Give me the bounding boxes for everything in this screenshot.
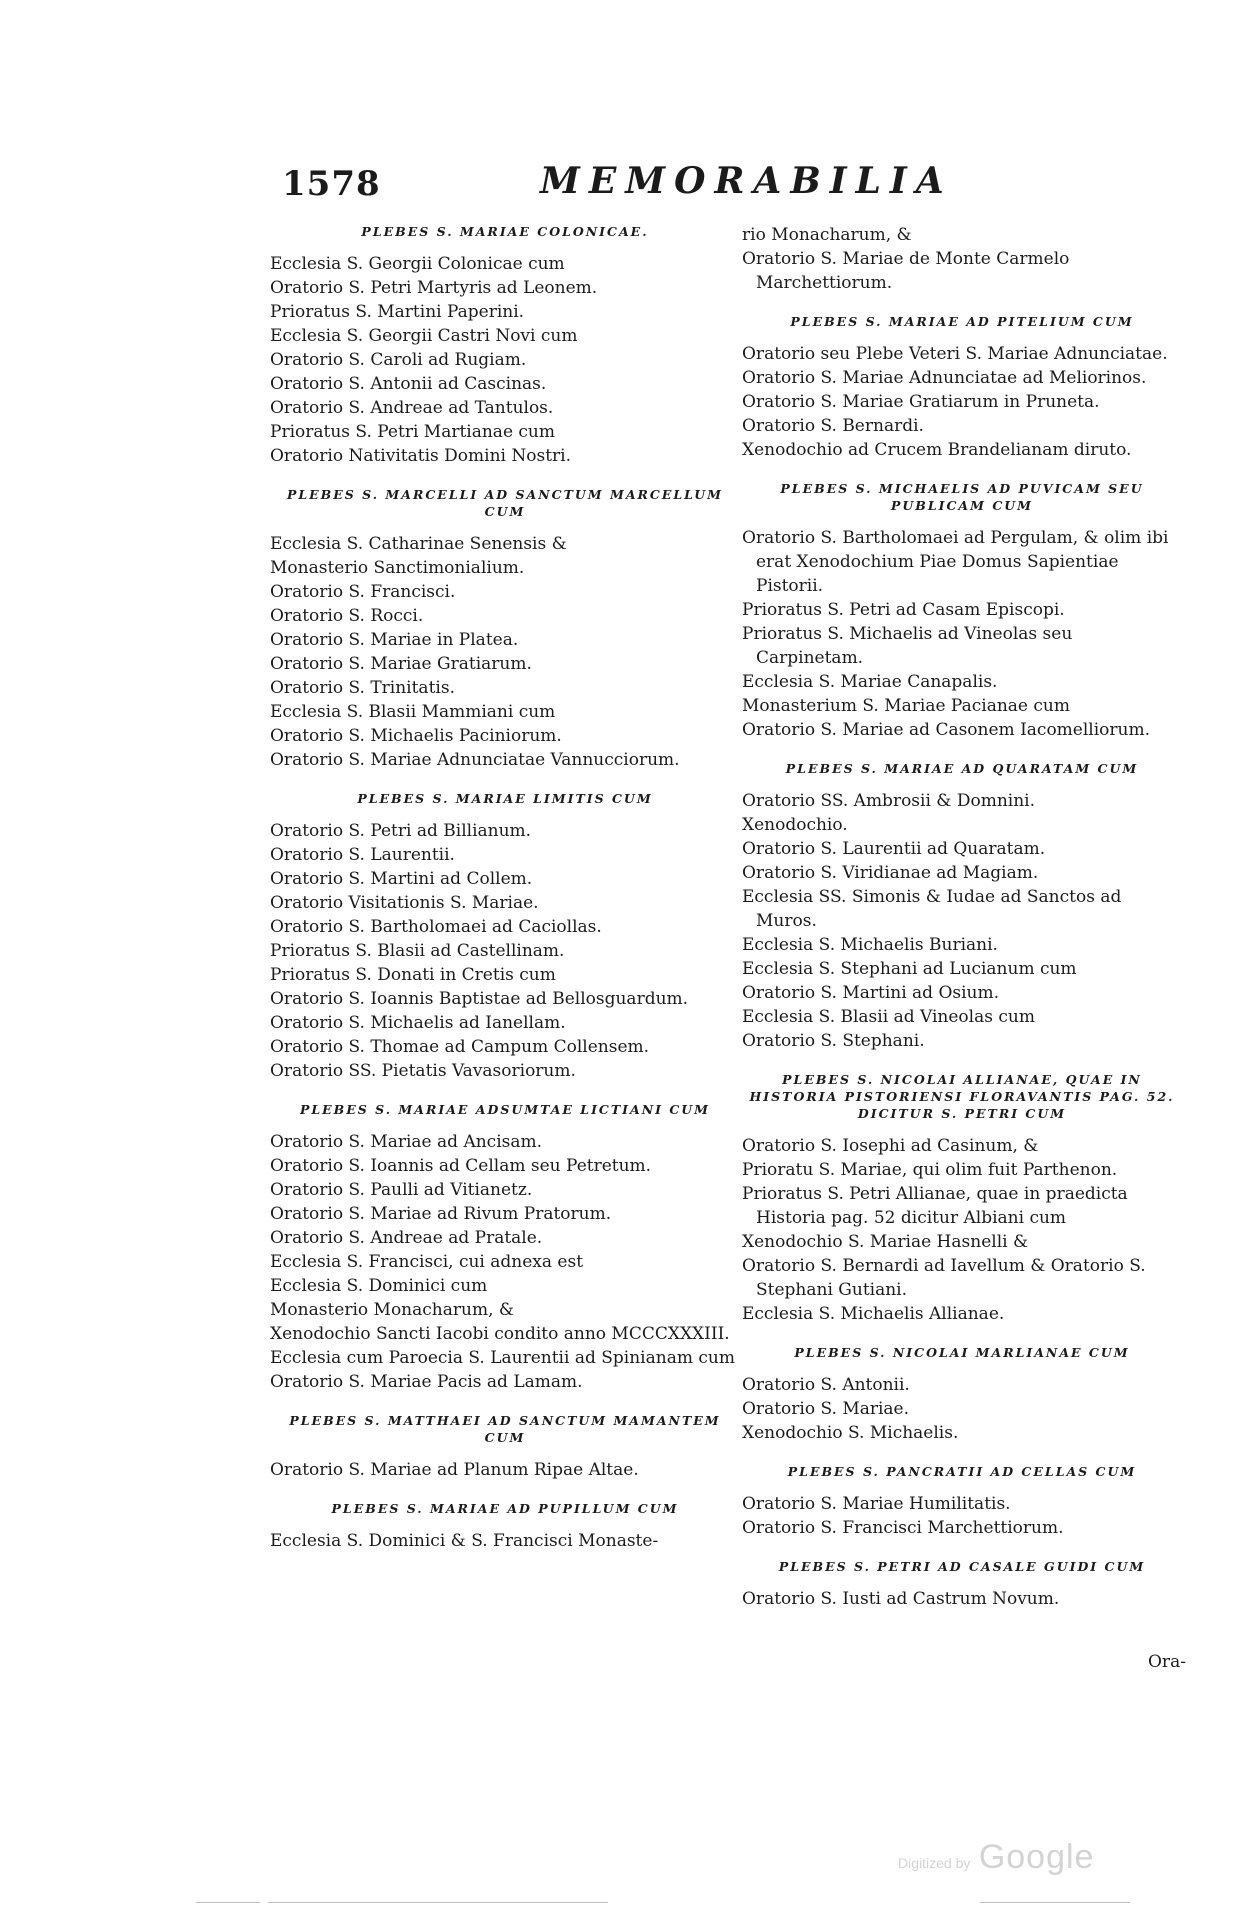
entry-line: Oratorio S. Martini ad Osium. (742, 983, 1000, 1003)
entry-line: Ecclesia SS. Simonis & Iudae ad Sanctos ad Muros. (742, 887, 1122, 931)
entry-line: Oratorio S. Mariae Pacis ad Lamam. (270, 1372, 583, 1392)
entry-line: Oratorio S. Mariae ad Ancisam. (270, 1132, 543, 1152)
watermark-small-text: Digitized by (898, 1855, 971, 1871)
section-heading: PLEBES S. MARIAE AD PITELIUM CUM (790, 314, 1134, 329)
entry-line: Ecclesia S. Mariae Canapalis. (742, 672, 998, 692)
section-heading: PLEBES S. PANCRATII AD CELLAS CUM (787, 1464, 1137, 1479)
entry-line: Oratorio S. Paulli ad Vitianetz. (270, 1180, 533, 1200)
catchword: Ora- (1148, 1652, 1186, 1672)
entry-line: Oratorio S. Bernardi ad Iavellum & Oratorio S. Stephani Gutiani. (742, 1256, 1146, 1300)
section-heading: PLEBES S. MARIAE AD PUPILLUM CUM (331, 1501, 679, 1516)
entry-line: Ecclesia cum Paroecia S. Laurentii ad Spinianam cum (270, 1348, 735, 1368)
entry-line: Monasterio Monacharum, & (270, 1300, 515, 1320)
entry-line: Ecclesia S. Blasii ad Vineolas cum (742, 1007, 1035, 1027)
section-heading: PLEBES S. MARIAE LIMITIS CUM (357, 791, 653, 806)
section-heading: PLEBES S. MARCELLI AD SANCTUM MARCELLUM CUM (286, 487, 724, 519)
entry-line: Xenodochio S. Mariae Hasnelli & (742, 1232, 1029, 1252)
entry-line: Oratorio S. Mariae ad Rivum Pratorum. (270, 1204, 612, 1224)
entry-line: Oratorio S. Mariae Adnunciatae Vannucciorum. (270, 750, 680, 770)
entry-line: Oratorio S. Mariae Gratiarum in Pruneta. (742, 392, 1100, 412)
entry-line: Oratorio S. Andreae ad Tantulos. (270, 398, 554, 418)
entry-line: Oratorio S. Mariae ad Casonem Iacomelliorum. (742, 720, 1151, 740)
watermark-google-text: Google (978, 1838, 1095, 1876)
entry-line: Oratorio SS. Pietatis Vavasoriorum. (270, 1061, 576, 1081)
entry-line: Oratorio S. Laurentii. (270, 845, 455, 865)
entry-line: Oratorio S. Stephani. (742, 1031, 925, 1051)
entry-line: Oratorio S. Michaelis ad Ianellam. (270, 1013, 566, 1033)
page-number: 1578 (282, 164, 381, 204)
entry-line: Oratorio S. Mariae Adnunciatae ad Meliorinos. (742, 368, 1147, 388)
entry-line: Oratorio S. Mariae ad Planum Ripae Altae. (270, 1460, 639, 1480)
section-heading: PLEBES S. NICOLAI ALLIANAE, QUAE IN HISTORIA PISTORIENSI FLORAVANTIS PAG. 52. DICITUR S. PETRI CUM (749, 1072, 1175, 1121)
entry-line: Oratorio S. Caroli ad Rugiam. (270, 350, 527, 370)
entry-line: Oratorio S. Laurentii ad Quaratam. (742, 839, 1046, 859)
entry-line: Oratorio S. Ioannis ad Cellam seu Petretum. (270, 1156, 652, 1176)
entry-line: Xenodochio S. Michaelis. (742, 1423, 959, 1443)
entry-line: Prioratus S. Blasii ad Castellinam. (270, 941, 565, 961)
entry-line: Oratorio Nativitatis Domini Nostri. (270, 446, 571, 466)
entry-line: Ecclesia S. Catharinae Senensis & (270, 534, 567, 554)
bottom-rule-center (268, 1902, 608, 1903)
entry-line: Prioratus S. Petri Martianae cum (270, 422, 555, 442)
entry-line: Xenodochio. (742, 815, 848, 835)
entry-line: Oratorio SS. Ambrosii & Domnini. (742, 791, 1036, 811)
entry-line: Oratorio S. Andreae ad Pratale. (270, 1228, 543, 1248)
entry-line: Ecclesia S. Dominici & S. Francisci Monaste- (270, 1531, 659, 1551)
entry-line: Oratorio S. Iosephi ad Casinum, & (742, 1136, 1039, 1156)
section-heading: PLEBES S. NICOLAI MARLIANAE CUM (794, 1345, 1130, 1360)
entry-line: Prioratus S. Donati in Cretis cum (270, 965, 556, 985)
entry-line: Oratorio S. Mariae in Platea. (270, 630, 519, 650)
digitized-watermark (898, 1838, 1094, 1877)
entry-line: Oratorio S. Mariae. (742, 1399, 910, 1419)
entry-line: Oratorio S. Antonii. (742, 1375, 910, 1395)
entry-line: Prioratus S. Petri ad Casam Episcopi. (742, 600, 1065, 620)
entry-line: Ecclesia S. Michaelis Allianae. (742, 1304, 1005, 1324)
entry-line: Oratorio S. Antonii ad Cascinas. (270, 374, 547, 394)
entry-line: Prioratu S. Mariae, qui olim fuit Parthenon. (742, 1160, 1118, 1180)
section-heading: PLEBES S. MATTHAEI AD SANCTUM MAMANTEM CUM (289, 1413, 721, 1445)
entry-line: Oratorio S. Thomae ad Campum Collensem. (270, 1037, 650, 1057)
entry-line: Oratorio S. Bartholomaei ad Pergulam, & olim ibi erat Xenodochium Piae Domus Sapientiae Pistorii. (742, 528, 1169, 596)
entry-line: Oratorio S. Petri Martyris ad Leonem. (270, 278, 598, 298)
entry-line: Prioratus S. Petri Allianae, quae in praedicta Historia pag. 52 dicitur Albiani cum (742, 1184, 1128, 1228)
entry-line: Ecclesia S. Stephani ad Lucianum cum (742, 959, 1077, 979)
entry-line: Ecclesia S. Georgii Colonicae cum (270, 254, 565, 274)
entry-line: Xenodochio Sancti Iacobi condito anno MCCCXXXIII. (270, 1324, 730, 1344)
entry-line: Oratorio S. Francisci Marchettiorum. (742, 1518, 1064, 1538)
left-column (270, 223, 740, 1553)
entry-line: Ecclesia S. Francisci, cui adnexa est (270, 1252, 584, 1272)
entry-line: Ecclesia S. Georgii Castri Novi cum (270, 326, 578, 346)
entry-line: Oratorio S. Bernardi. (742, 416, 924, 436)
entry-line: Oratorio S. Michaelis Paciniorum. (270, 726, 562, 746)
entry-line: Oratorio S. Mariae de Monte Carmelo Marchettiorum. (742, 249, 1070, 293)
entry-line: Oratorio S. Viridianae ad Magiam. (742, 863, 1039, 883)
entry-line: Oratorio S. Petri ad Billianum. (270, 821, 532, 841)
entry-line: Oratorio S. Ioannis Baptistae ad Bellosguardum. (270, 989, 689, 1009)
entry-line: Xenodochio ad Crucem Brandelianam diruto. (742, 440, 1132, 460)
section-heading: PLEBES S. MARIAE COLONICAE. (361, 224, 649, 239)
entry-line: Monasterium S. Mariae Pacianae cum (742, 696, 1070, 716)
entry-line: Ecclesia S. Dominici cum (270, 1276, 488, 1296)
page-title: MEMORABILIA (540, 160, 953, 202)
entry-line: Prioratus S. Michaelis ad Vineolas seu Carpinetam. (742, 624, 1073, 668)
entry-line: Oratorio S. Martini ad Collem. (270, 869, 533, 889)
entry-line: Oratorio S. Iusti ad Castrum Novum. (742, 1589, 1060, 1609)
section-heading: PLEBES S. MARIAE AD QUARATAM CUM (785, 761, 1139, 776)
section-heading: PLEBES S. MARIAE ADSUMTAE LICTIANI CUM (299, 1102, 711, 1117)
bottom-rule-right (980, 1902, 1130, 1903)
entry-line: Oratorio seu Plebe Veteri S. Mariae Adnunciatae. (742, 344, 1168, 364)
entry-line: Oratorio S. Trinitatis. (270, 678, 455, 698)
entry-line: Oratorio S. Francisci. (270, 582, 456, 602)
running-head (270, 160, 953, 210)
right-column (742, 223, 1182, 1611)
section-heading: PLEBES S. PETRI AD CASALE GUIDI CUM (778, 1559, 1146, 1574)
entry-line: Ecclesia S. Michaelis Buriani. (742, 935, 998, 955)
bottom-rule-left (196, 1902, 260, 1903)
entry-line: rio Monacharum, & (742, 225, 912, 245)
entry-line: Monasterio Sanctimonialium. (270, 558, 525, 578)
entry-line: Oratorio S. Mariae Gratiarum. (270, 654, 532, 674)
entry-line: Oratorio S. Rocci. (270, 606, 424, 626)
entry-line: Oratorio S. Bartholomaei ad Caciollas. (270, 917, 602, 937)
entry-line: Ecclesia S. Blasii Mammiani cum (270, 702, 556, 722)
section-heading: PLEBES S. MICHAELIS AD PUVICAM SEU PUBLICAM CUM (780, 481, 1144, 513)
entry-line: Oratorio S. Mariae Humilitatis. (742, 1494, 1011, 1514)
entry-line: Oratorio Visitationis S. Mariae. (270, 893, 539, 913)
entry-line: Prioratus S. Martini Paperini. (270, 302, 525, 322)
